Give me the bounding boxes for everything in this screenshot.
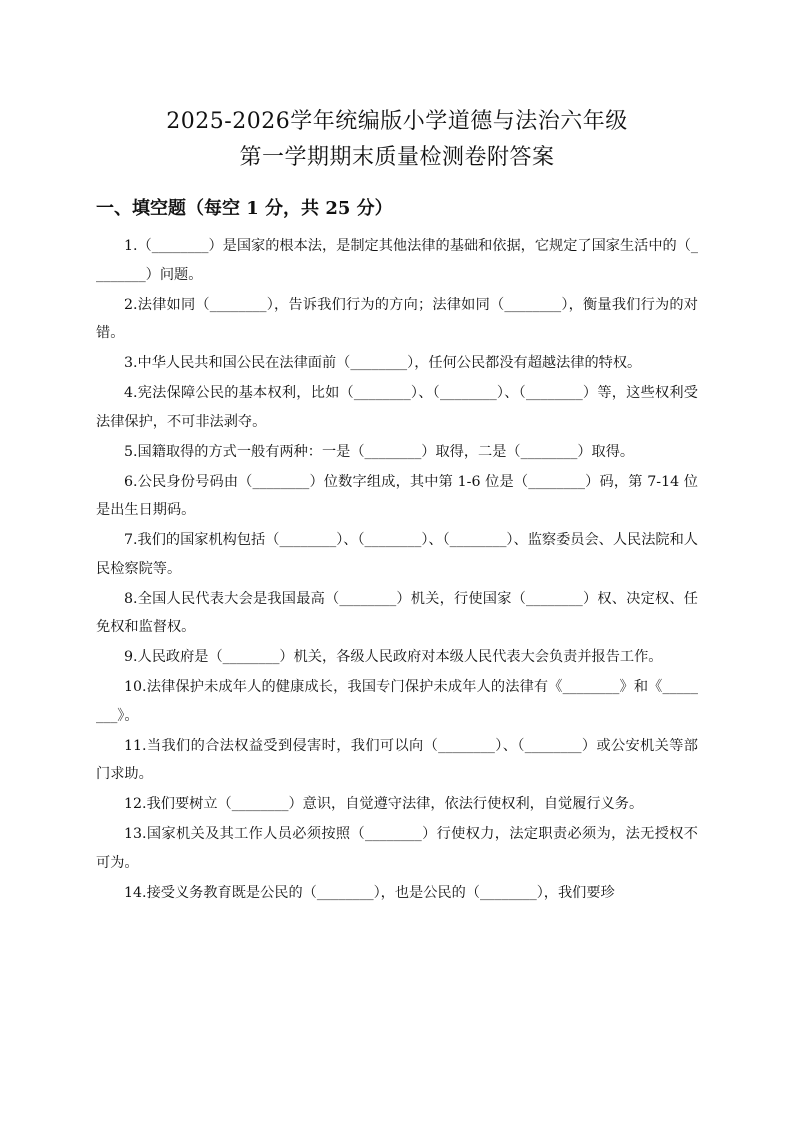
question-item-1: 1.（________）是国家的根本法，是制定其他法律的基础和依据，它规定了国家生活中的（________）问题。 — [96, 238, 698, 283]
question-list — [96, 232, 698, 907]
question-item-8: 8.全国人民代表大会是我国最高（________）机关，行使国家（________）权、决定权、任免权和监督权。 — [96, 590, 698, 635]
question-item-13: 13.国家机关及其工作人员必须按照（________）行使权力，法定职责必须为，法无授权不可为。 — [96, 826, 698, 871]
question-item-6: 6.公民身份号码由（________）位数字组成，其中第 1-6 位是（________）码，第 7-14 位是出生日期码。 — [96, 473, 698, 518]
question-item-14: 14.接受义务教育既是公民的（________），也是公民的（________），我们要珍 — [124, 884, 615, 901]
question-item-3: 3.中华人民共和国公民在法律面前（________），任何公民都没有超越法律的特权。 — [124, 355, 642, 371]
document-title-line1: 2025-2026学年统编版小学道德与法治六年级 — [166, 109, 628, 134]
question-item-5: 5.国籍取得的方式一般有两种：一是（________）取得，二是（________）取得。 — [124, 443, 635, 460]
document-title-line2: 第一学期期末质量检测卷附答案 — [239, 145, 555, 170]
question-item-4: 4.宪法保障公民的基本权利，比如（________）、（________）、（________）等，这些权利受法律保护，不可非法剥夺。 — [96, 385, 698, 430]
question-item-7: 7.我们的国家机构包括（________）、（________）、（________）、监察委员会、人民法院和人民检察院等。 — [96, 532, 698, 577]
question-item-9: 9.人民政府是（________）机关，各级人民政府对本级人民代表大会负责并报告工作。 — [124, 649, 663, 665]
question-item-2: 2.法律如同（________），告诉我们行为的方向；法律如同（________），衡量我们行为的对错。 — [96, 296, 698, 341]
question-item-10: 10.法律保护未成年人的健康成长，我国专门保护未成年人的法律有《________》和《________》。 — [96, 679, 698, 724]
question-item-12: 12.我们要树立（________）意识，自觉遵守法律，依法行使权利，自觉履行义务。 — [124, 796, 644, 812]
question-item-11: 11.当我们的合法权益受到侵害时，我们可以向（________）、（________）或公安机关等部门求助。 — [96, 737, 698, 782]
section-heading-fill-in-blank: 一、填空题（每空 1 分，共 25 分） — [96, 198, 393, 219]
